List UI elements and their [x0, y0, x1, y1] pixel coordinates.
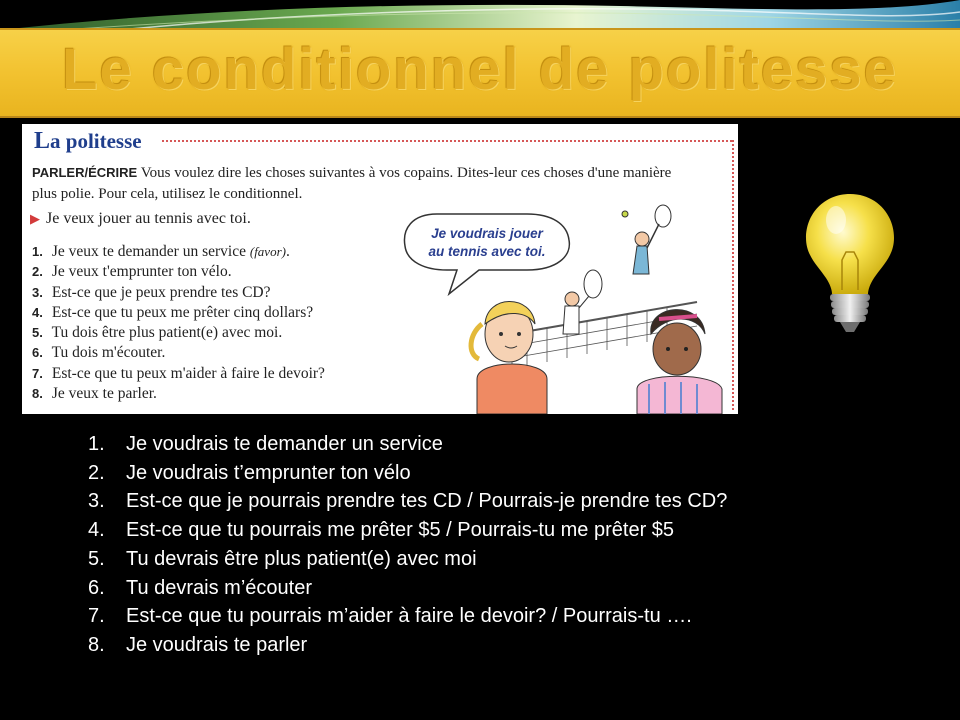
answer-item: 7. Est-ce que tu pourrais m’aider à faire le devoir? / Pourrais-tu ….	[88, 605, 692, 628]
answer-list	[88, 430, 878, 660]
list-item: 8. Je veux te parler.	[32, 385, 157, 403]
textbook-heading: La politesse	[34, 128, 142, 154]
middle-player	[563, 270, 602, 334]
answer-item: 5. Tu devrais être plus patient(e) avec moi	[88, 547, 477, 570]
answer-item: 3. Est-ce que je pourrais prendre tes CD / Pourrais-je prendre tes CD?	[88, 490, 728, 513]
textbook-excerpt	[22, 124, 738, 414]
instruction-text: Vous voulez dire les choses suivantes à vos copains. Dites-leur ces choses d'une manière plus polie. Pour cela, utilisez le conditionnel.	[32, 165, 672, 202]
slide-title: Le conditionnel de politesse	[62, 37, 898, 102]
girl-right	[637, 310, 722, 414]
list-item: 3. Est-ce que je peux prendre tes CD?	[32, 283, 271, 301]
answer-item: 4. Est-ce que tu pourrais me prêter $5 / Pourrais-tu me prêter $5	[88, 519, 675, 542]
textbook-example: ▶ Je veux jouer au tennis avec toi.	[30, 210, 251, 227]
list-item: 7. Est-ce que tu peux m'aider à faire le devoir?	[32, 364, 325, 382]
tennis-illustration	[397, 184, 737, 414]
answer-item: 6. Tu devrais m’écouter	[88, 576, 312, 599]
top-decorative-wave	[0, 0, 960, 30]
answer-item: 8. Je voudrais te parler	[88, 633, 308, 656]
arrow-right-icon: ▶	[30, 211, 40, 226]
list-item: 2. Je veux t'emprunter ton vélo.	[32, 263, 232, 281]
answer-item: 2. Je voudrais t’emprunter ton vélo	[88, 461, 411, 484]
instruction-label: PARLER/ÉCRIRE	[32, 165, 138, 180]
speech-bubble-line-1: Je voudrais jouer	[431, 226, 543, 241]
lightbulb-icon	[800, 190, 900, 335]
girl-left	[471, 302, 547, 415]
textbook-exercise-list	[32, 242, 325, 404]
list-item: 5. Tu dois être plus patient(e) avec moi.	[32, 324, 283, 342]
speech-bubble-line-2: au tennis avec toi.	[428, 244, 546, 259]
answer-item: 1. Je voudrais te demander un service	[88, 433, 443, 455]
far-player	[622, 205, 671, 274]
list-item: 4. Est-ce que tu peux me prêter cinq dollars?	[32, 303, 314, 321]
dotted-rule	[162, 140, 732, 142]
list-item: 6. Tu dois m'écouter.	[32, 344, 166, 362]
speech-bubble	[404, 214, 569, 294]
list-item: 1. Je veux te demander un service (favor).	[32, 243, 290, 260]
